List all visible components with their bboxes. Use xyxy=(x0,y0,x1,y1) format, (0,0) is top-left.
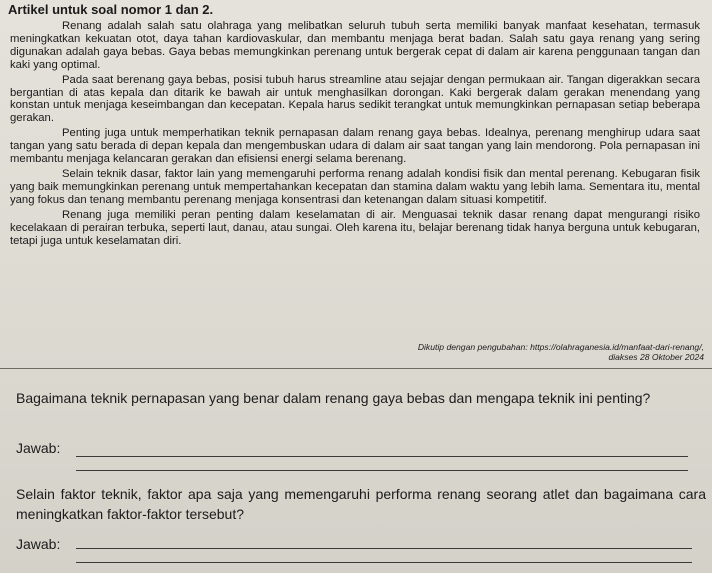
source-citation: Dikutip dengan pengubahan: https://olahraganesia.id/manfaat-dari-renang/, xyxy=(417,342,704,352)
source-access-date: diakses 28 Oktober 2024 xyxy=(608,352,704,362)
answer-1-line-1[interactable] xyxy=(76,456,688,457)
answer-2-line-2[interactable] xyxy=(76,562,692,563)
article-paragraph-5: Renang juga memiliki peran penting dalam keselamatan di air. Menguasai teknik dasar renang dapat mengurangi risiko kecelakaan di perairan terbuka, seperti laut, danau, atau sungai. Oleh karena itu, belajar berenang tidak hanya berguna untuk kebugaran, tetapi juga untuk keselamatan diri. xyxy=(10,208,700,247)
answer-2-line-1[interactable] xyxy=(76,548,692,549)
answer-2-label: Jawab: xyxy=(16,536,61,552)
article-body xyxy=(10,20,700,249)
question-2-text: Selain faktor teknik, faktor apa saja yang memengaruhi performa renang seorang atlet dan bagaimana cara meningkatkan faktor-faktor tersebut? xyxy=(16,486,706,522)
article-paragraph-4: Selain teknik dasar, faktor lain yang memengaruhi performa renang adalah kondisi fisik dan mental perenang. Kebugaran fisik yang baik memungkinkan perenang untuk mempertahankan kecepatan dan stamina dalam waktu yang lebih lama. Sementara itu, mental yang fokus dan tenang membantu perenang menjaga konsentrasi dan ketenangan dalam situasi kompetitif. xyxy=(10,167,700,206)
answer-1-label: Jawab: xyxy=(16,440,61,456)
section-divider xyxy=(0,368,712,369)
question-1-text: Bagaimana teknik pernapasan yang benar dalam renang gaya bebas dan mengapa teknik ini penting? xyxy=(16,390,651,406)
article-paragraph-2: Pada saat berenang gaya bebas, posisi tubuh harus streamline atau sejajar dengan permukaan air. Tangan digerakkan secara bergantian di atas kepala dan ditarik ke bawah air untuk menghasilkan dorongan. Kaki bergerak dalam gerakan menendang yang konstan untuk menjaga keseimbangan dan kecepatan. Kepala harus sedikit terangkat untuk memungkinkan pernapasan setiap beberapa gerakan. xyxy=(10,73,700,125)
article-paragraph-3: Penting juga untuk memperhatikan teknik pernapasan dalam renang gaya bebas. Idealnya, perenang menghirup udara saat tangan yang satu berada di depan kepala dan mengembuskan udara di dalam air saat tangan yang lain mendorong. Pola pernapasan ini membantu menjaga kelancaran gerakan dan efisiensi energi selama berenang. xyxy=(10,127,700,166)
article-source xyxy=(320,342,704,362)
article-heading: Artikel untuk soal nomor 1 dan 2. xyxy=(8,2,214,17)
answer-1-line-2[interactable] xyxy=(76,470,688,471)
article-paragraph-1: Renang adalah salah satu olahraga yang melibatkan seluruh tubuh serta memiliki banyak manfaat kesehatan, termasuk meningkatkan kekuatan otot, daya tahan kardiovaskular, dan membantu menjaga berat badan. Salah satu gaya renang yang sering digunakan adalah gaya bebas. Gaya bebas memungkinkan perenang untuk bergerak cepat di dalam air karena penggunaan tangan dan kaki yang optimal. xyxy=(10,20,700,71)
